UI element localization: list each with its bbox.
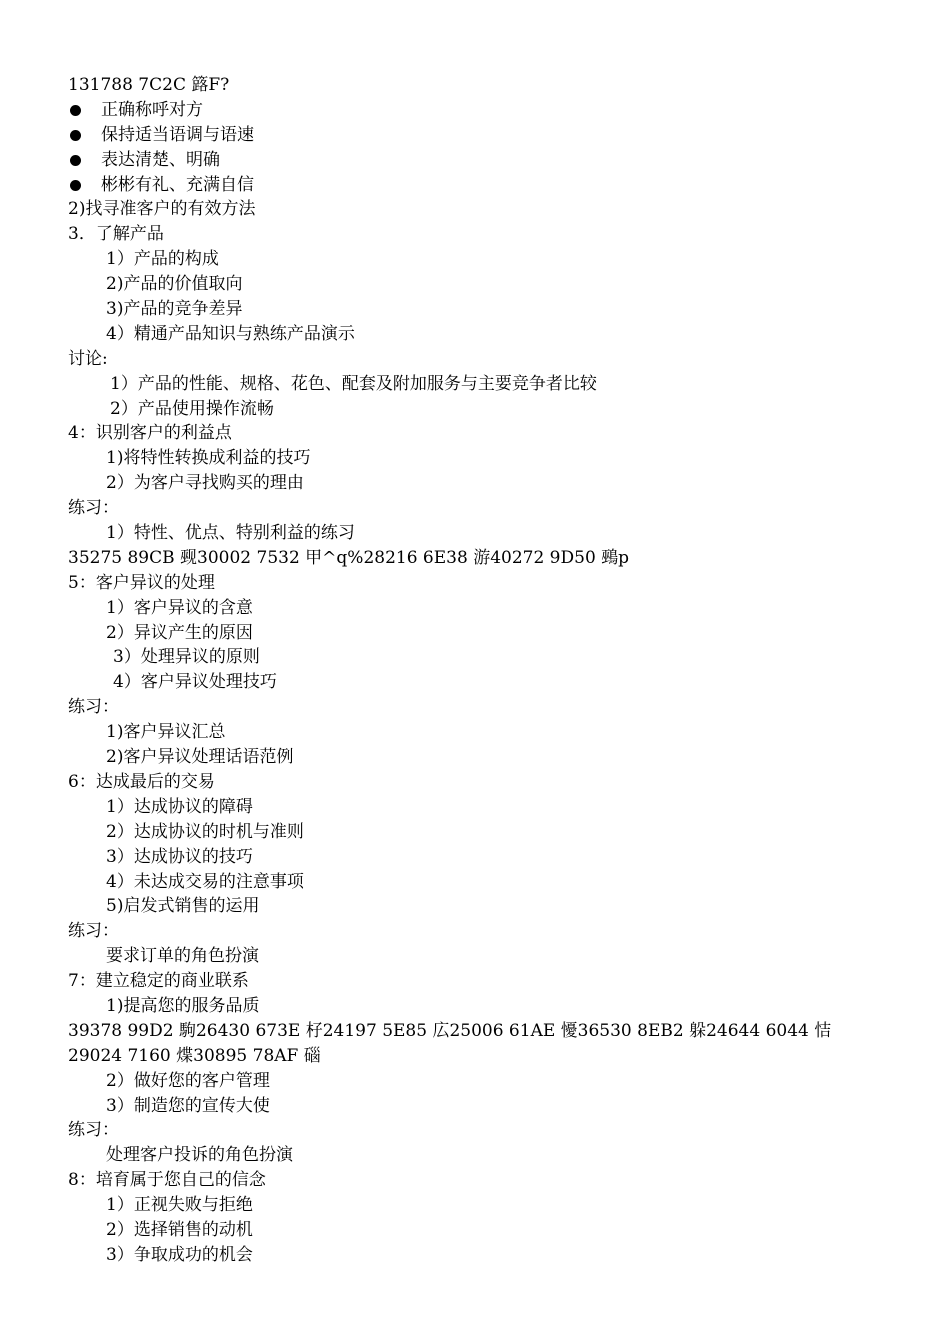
line-text: 练习： xyxy=(68,1120,119,1141)
line-text: 保持适当语调与语速 xyxy=(101,124,254,145)
line-text: 131788 7C2C 簬F? xyxy=(68,75,230,95)
bullet-list-item xyxy=(68,98,898,123)
line-text: 2）为客户寻找购买的理由 xyxy=(106,473,304,494)
line-text: 1）特性、优点、特别利益的练习 xyxy=(106,523,355,544)
line-text: 要求订单的角色扮演 xyxy=(106,946,259,967)
line-text: 3）制造您的宣传大使 xyxy=(106,1095,270,1116)
text-line xyxy=(68,720,898,745)
bullet-list-item xyxy=(68,123,898,148)
text-line xyxy=(68,894,898,919)
line-text: 1）达成协议的障碍 xyxy=(106,796,253,817)
line-text: 彬彬有礼、充满自信 xyxy=(101,174,254,195)
text-line xyxy=(68,421,898,446)
text-line xyxy=(68,1243,898,1268)
text-line xyxy=(68,695,898,720)
line-text: 2）达成协议的时机与准则 xyxy=(106,821,304,842)
line-text: 练习： xyxy=(68,697,119,718)
line-text: 3）处理异议的原则 xyxy=(113,647,260,668)
text-line xyxy=(68,1069,898,1094)
text-line xyxy=(68,446,898,471)
line-text: 8：培育属于您自己的信念 xyxy=(68,1170,266,1191)
text-line xyxy=(68,397,898,422)
line-text: 5)启发式销售的运用 xyxy=(106,896,260,917)
line-text: 3．了解产品 xyxy=(68,224,164,245)
text-line xyxy=(68,372,898,397)
text-line xyxy=(68,1218,898,1243)
text-line xyxy=(68,73,898,98)
text-line xyxy=(68,347,898,372)
text-line xyxy=(68,1044,898,1069)
line-text: 2)找寻准客户的有效方法 xyxy=(68,199,256,220)
line-text: 1）正视失败与拒绝 xyxy=(106,1195,253,1216)
text-line xyxy=(68,272,898,297)
line-text: 35275 89CB 觋30002 7532 甲^q%28216 6E38 游40272 9D50 鵐p xyxy=(68,547,630,568)
line-text: 5：客户异议的处理 xyxy=(68,572,215,593)
text-line xyxy=(68,944,898,969)
line-text: 4）未达成交易的注意事项 xyxy=(106,871,304,892)
text-line xyxy=(68,471,898,496)
line-text: 2）做好您的客户管理 xyxy=(106,1070,270,1091)
line-text: 1)客户异议汇总 xyxy=(106,722,226,743)
bullet-dot-icon xyxy=(70,180,81,191)
text-line xyxy=(68,596,898,621)
text-line xyxy=(68,1019,898,1044)
line-text: 2）产品使用操作流畅 xyxy=(110,398,274,419)
text-line xyxy=(68,322,898,347)
bullet-dot-icon xyxy=(70,105,81,116)
line-text: 练习： xyxy=(68,921,119,942)
document-body xyxy=(68,73,898,1268)
line-text: 正确称呼对方 xyxy=(101,99,203,120)
text-line xyxy=(68,919,898,944)
text-line xyxy=(68,1168,898,1193)
bullet-dot-icon xyxy=(70,130,81,141)
line-text: 讨论: xyxy=(68,348,108,369)
line-text: 3）争取成功的机会 xyxy=(106,1244,253,1265)
line-text: 练习： xyxy=(68,498,119,519)
text-line xyxy=(68,197,898,222)
text-line xyxy=(68,1193,898,1218)
text-line xyxy=(68,969,898,994)
text-line xyxy=(68,247,898,272)
bullet-dot-icon xyxy=(70,155,81,166)
text-line xyxy=(68,571,898,596)
text-line xyxy=(68,621,898,646)
text-line xyxy=(68,745,898,770)
text-line xyxy=(68,994,898,1019)
text-line xyxy=(68,770,898,795)
text-line xyxy=(68,546,898,571)
text-line xyxy=(68,297,898,322)
line-text: 2）异议产生的原因 xyxy=(106,622,253,643)
line-text: 4：识别客户的利益点 xyxy=(68,423,232,444)
line-text: 3)产品的竞争差异 xyxy=(106,299,243,320)
text-line xyxy=(68,870,898,895)
line-text: 7：建立稳定的商业联系 xyxy=(68,971,249,992)
text-line xyxy=(68,820,898,845)
line-text: 1)将特性转换成利益的技巧 xyxy=(106,448,311,469)
text-line xyxy=(68,795,898,820)
text-line xyxy=(68,1143,898,1168)
line-text: 2)客户异议处理话语范例 xyxy=(106,747,294,768)
line-text: 1)提高您的服务品质 xyxy=(106,995,260,1016)
bullet-list-item xyxy=(68,173,898,198)
line-text: 1）客户异议的含意 xyxy=(106,597,253,618)
text-line xyxy=(68,1094,898,1119)
text-line xyxy=(68,1118,898,1143)
text-line xyxy=(68,845,898,870)
line-text: 1）产品的性能、规格、花色、配套及附加服务与主要竞争者比较 xyxy=(110,373,597,394)
line-text: 表达清楚、明确 xyxy=(101,149,220,170)
line-text: 处理客户投诉的角色扮演 xyxy=(106,1145,293,1166)
line-text: 2）选择销售的动机 xyxy=(106,1219,253,1240)
line-text: 39378 99D2 駒26430 673E 杍24197 5E85 広25006 61AE 懮36530 8EB2 躲24644 6044 恄 xyxy=(68,1020,832,1041)
text-line xyxy=(68,670,898,695)
line-text: 4）精通产品知识与熟练产品演示 xyxy=(106,323,355,344)
text-line xyxy=(68,645,898,670)
line-text: 6：达成最后的交易 xyxy=(68,771,215,792)
line-text: 2)产品的价值取向 xyxy=(106,274,243,295)
line-text: 29024 7160 煠30895 78AF 碯 xyxy=(68,1045,321,1066)
line-text: 4）客户异议处理技巧 xyxy=(113,672,277,693)
bullet-list-item xyxy=(68,148,898,173)
text-line xyxy=(68,521,898,546)
text-line xyxy=(68,496,898,521)
text-line xyxy=(68,222,898,247)
line-text: 1）产品的构成 xyxy=(106,249,219,270)
line-text: 3）达成协议的技巧 xyxy=(106,846,253,867)
